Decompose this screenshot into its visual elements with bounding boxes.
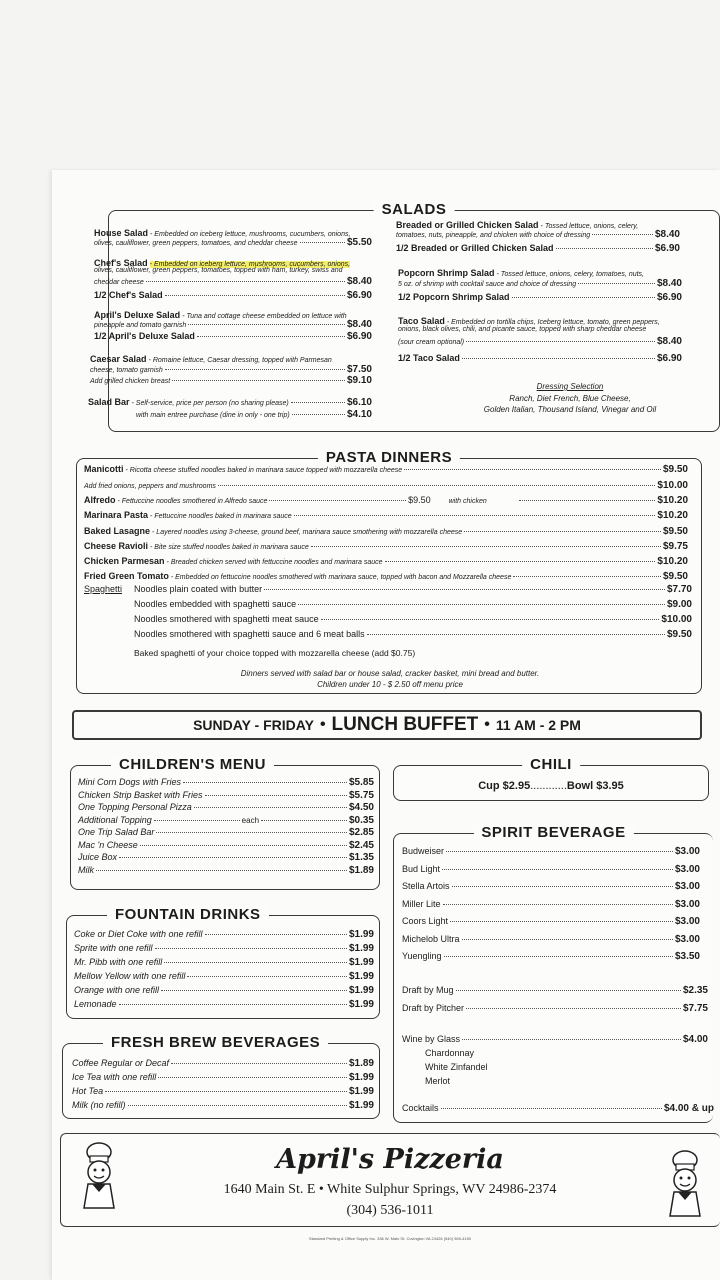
- leader-dots: [171, 1063, 347, 1064]
- leader-dots: [155, 948, 347, 949]
- menu-item-name: Additional Topping: [78, 814, 152, 825]
- menu-item-name: 1/2 Taco Salad: [398, 353, 460, 363]
- menu-item-price: $9.00: [666, 599, 692, 610]
- menu-item-desc: - Tossed lettuce, onions, celery, tomatoes, nuts,: [496, 271, 644, 278]
- menu-item-name: Ice Tea with one refill: [72, 1072, 157, 1082]
- each-label: each: [241, 815, 260, 825]
- menu-item-row: [402, 1034, 708, 1045]
- menu-item-row: [396, 229, 680, 240]
- menu-item-row: [72, 1086, 374, 1097]
- menu-item-desc: olives, cauliflower, green peppers, tomatoes, and cheddar cheese: [94, 240, 298, 247]
- spirit-title: SPIRIT BEVERAGE: [473, 824, 633, 841]
- menu-item-row: [94, 331, 372, 342]
- menu-item-name: Fried Green Tomato: [84, 571, 169, 581]
- leader-dots: [513, 576, 661, 577]
- menu-item-desc: - Fettuccine noodles baked in marinara sauce: [150, 513, 292, 520]
- menu-item-row: [94, 276, 372, 287]
- menu-item-price: $9.50: [666, 629, 692, 640]
- menu-item-name: House Salad: [94, 228, 149, 238]
- leader-dots: [269, 500, 406, 501]
- menu-item-name: Mellow Yellow with one refill: [74, 971, 186, 981]
- menu-item-row: [78, 802, 374, 813]
- menu-item-row: [134, 629, 692, 640]
- menu-item-price: $1.99: [348, 943, 374, 954]
- leader-dots: [128, 1105, 347, 1106]
- menu-item-row: [84, 556, 688, 567]
- menu-item-price: $1.89: [348, 1058, 374, 1069]
- menu-item-price: $3.00: [674, 916, 700, 927]
- menu-item-price: $1.35: [348, 852, 374, 863]
- buffet-bullet-2: •: [484, 716, 490, 733]
- menu-item-row: [134, 599, 692, 610]
- menu-item-name: Mini Corn Dogs with Fries: [78, 777, 182, 787]
- menu-item-row: [72, 1058, 374, 1069]
- menu-item-name: Breaded or Grilled Chicken Salad: [396, 220, 539, 230]
- menu-item-name: Caesar Salad: [90, 354, 147, 364]
- menu-item-name: Noodles smothered with spaghetti meat sauce: [134, 614, 319, 624]
- menu-item-name: Lemonade: [74, 999, 117, 1009]
- menu-item-row: [78, 852, 374, 863]
- menu-item-row: [74, 943, 374, 954]
- menu-item-name: Wine by Glass: [402, 1034, 461, 1044]
- menu-item-name: Noodles plain coated with butter: [134, 584, 263, 594]
- leader-dots: [311, 546, 661, 547]
- menu-item-name: with main entree purchase (dine in only - one trip): [136, 412, 290, 419]
- menu-item-name: Mac 'n Cheese: [78, 839, 138, 850]
- menu-item-price: $6.90: [346, 290, 372, 301]
- menu-item-row: [74, 957, 374, 968]
- menu-item-name: Draft by Mug: [402, 985, 454, 995]
- menu-item-price: $4.00 & up: [663, 1103, 714, 1114]
- menu-item-row: [398, 278, 682, 289]
- menu-item-row: [84, 464, 688, 475]
- menu-item-name: Manicotti: [84, 464, 124, 474]
- menu-item-price: $8.40: [654, 229, 680, 240]
- menu-item-price: $5.85: [348, 777, 374, 788]
- menu-item-row: [396, 243, 680, 254]
- printer-credit: Standard Printing & Office Supply Inc. 336 W. Main St. Covington VA 24426 (540) 965-4150: [308, 1236, 472, 1241]
- menu-item-name: Noodles smothered with spaghetti sauce and 6 meat balls: [134, 629, 365, 639]
- leader-dots: [119, 1004, 347, 1005]
- leader-dots: [205, 795, 347, 796]
- leader-dots: [592, 234, 653, 235]
- menu-item-name: Coors Light: [402, 916, 449, 926]
- menu-item-name: 1/2 Popcorn Shrimp Salad: [398, 292, 510, 302]
- leader-dots: [464, 531, 661, 532]
- menu-item-price: $6.90: [656, 292, 682, 303]
- wine-variety: White Zinfandel: [425, 1062, 488, 1072]
- buffet-hours: 11 AM - 2 PM: [495, 717, 581, 733]
- menu-item-price: $7.70: [666, 584, 692, 595]
- leader-dots: [261, 820, 347, 821]
- menu-item-name: Salad Bar: [88, 397, 130, 407]
- fresh-brew-title: FRESH BREW BEVERAGES: [103, 1034, 328, 1051]
- leader-dots: [194, 807, 347, 808]
- menu-item-name: 1/2 Chef's Salad: [94, 290, 163, 300]
- menu-item-row: [402, 916, 700, 927]
- leader-dots: [291, 402, 345, 403]
- menu-item-name: Baked Lasagne: [84, 526, 151, 536]
- menu-item-name: Chicken Strip Basket with Fries: [78, 789, 203, 800]
- menu-item-desc: tomatoes, nuts, pineapple, and chicken with choice of dressing: [396, 232, 591, 239]
- menu-item-desc: - Bite size stuffed noodles baked in marinara sauce: [150, 544, 309, 551]
- leader-dots: [466, 341, 655, 342]
- buffet-label: LUNCH BUFFET: [331, 714, 479, 735]
- leader-dots: [294, 515, 656, 516]
- leader-dots: [298, 604, 665, 605]
- menu-item-row: [84, 480, 688, 491]
- menu-item-price: $10.20: [657, 495, 689, 506]
- menu-item-price: $2.45: [348, 839, 374, 851]
- menu-item-desc: - Self-service, price per person (no sharing please): [131, 400, 289, 407]
- menu-item-desc: - Fettuccine noodles smothered in Alfredo sauce: [117, 498, 268, 505]
- leader-dots: [300, 242, 345, 243]
- menu-item-price: $1.99: [348, 999, 374, 1010]
- leader-dots: [205, 934, 347, 935]
- menu-item-name: One Topping Personal Pizza: [78, 802, 192, 812]
- leader-dots: [456, 990, 681, 991]
- leader-dots: [443, 904, 673, 905]
- menu-item-name: Cocktails: [402, 1103, 439, 1113]
- leader-dots: [556, 248, 653, 249]
- leader-dots: [165, 369, 345, 370]
- menu-item-name: Orange with one refill: [74, 985, 160, 995]
- menu-item-row: [402, 881, 700, 892]
- menu-item-row: [398, 268, 644, 278]
- menu-item-name: 1/2 April's Deluxe Salad: [94, 331, 195, 341]
- menu-item-desc: cheddar cheese: [94, 279, 144, 286]
- leader-dots: [161, 990, 347, 991]
- leader-dots: [154, 820, 240, 821]
- menu-item-row: [402, 846, 700, 857]
- menu-item-desc: cheese, tomato garnish: [90, 367, 163, 374]
- menu-item-price: $9.50: [662, 526, 688, 537]
- childrens-menu-title: CHILDREN'S MENU: [111, 756, 274, 773]
- dressing-line-1: Ranch, Diet French, Blue Cheese,: [509, 394, 631, 403]
- menu-item-price: $9.75: [662, 541, 688, 552]
- menu-item-row: [136, 409, 372, 420]
- menu-item-desc: - Breaded chicken served with fettuccine noodles and marinara sauce: [166, 559, 383, 566]
- menu-item-row: [398, 353, 682, 364]
- leader-dots: [512, 297, 655, 298]
- menu-item-row: [402, 934, 700, 945]
- menu-item-name: Mr. Pibb with one refill: [74, 957, 163, 967]
- menu-item-name: Popcorn Shrimp Salad: [398, 268, 495, 278]
- buffet-bullet-1: •: [319, 716, 326, 733]
- leader-dots: [158, 1077, 347, 1078]
- menu-item-name: Coffee Regular or Decaf: [72, 1058, 170, 1068]
- lunch-buffet-banner: [72, 710, 702, 740]
- menu-item-row: [88, 397, 372, 408]
- menu-item-name: Cheese Ravioli: [84, 541, 149, 551]
- menu-item-desc: - Tuna and cottage cheese embedded on lettuce with: [182, 313, 347, 320]
- chili-prices: Cup $2.95............Bowl $3.95: [478, 780, 624, 792]
- menu-item-name: Add grilled chicken breast: [90, 378, 171, 385]
- menu-item-price: $10.20: [657, 556, 688, 567]
- menu-item-name: Draft by Pitcher: [402, 1003, 465, 1013]
- menu-item-row: [78, 827, 374, 838]
- leader-dots: [442, 869, 673, 870]
- leader-dots: [444, 956, 673, 957]
- menu-item-row: [72, 1072, 374, 1083]
- leader-dots: [188, 324, 345, 325]
- chili-cup: Cup $2.95: [478, 780, 531, 792]
- leader-dots: [172, 380, 345, 381]
- menu-item-row: [402, 899, 700, 910]
- leader-dots: [462, 939, 673, 940]
- menu-item-desc: - Ricotta cheese stuffed noodles baked in marinara sauce topped with mozzarella cheese: [125, 467, 403, 474]
- chili-title: CHILI: [522, 756, 580, 773]
- menu-item-price: $9.50: [662, 464, 688, 475]
- menu-item-price: $2.35: [682, 985, 708, 996]
- menu-item-price: $3.00: [674, 846, 700, 857]
- leader-dots: [96, 870, 347, 871]
- menu-item-row: [78, 790, 374, 801]
- menu-item-name: Hot Tea: [72, 1086, 104, 1096]
- menu-item-name: Miller Lite: [402, 898, 441, 909]
- menu-item-row: [74, 999, 374, 1010]
- menu-item-row: [78, 865, 374, 876]
- spaghetti-label: Spaghetti: [84, 584, 123, 594]
- leader-dots: [156, 832, 347, 833]
- menu-item-name: Juice Box: [78, 852, 118, 862]
- buffet-days: SUNDAY - FRIDAY: [193, 717, 314, 733]
- menu-item-price: $1.99: [348, 985, 374, 996]
- menu-item-row: [94, 319, 372, 330]
- menu-item-price: $1.99: [348, 1086, 374, 1097]
- menu-item-row: [134, 614, 692, 625]
- menu-item-price: $10.00: [661, 614, 692, 625]
- menu-item-row: [398, 336, 682, 347]
- menu-item-price: $7.50: [346, 364, 372, 375]
- menu-item-price: $9.10: [346, 375, 372, 386]
- menu-item-price: $1.99: [348, 1100, 374, 1111]
- leader-dots: [462, 358, 655, 359]
- menu-item-row: [84, 541, 688, 552]
- menu-item-alt-price: $9.50: [408, 495, 431, 505]
- leader-dots: [450, 921, 673, 922]
- menu-item-price: $5.50: [346, 237, 372, 248]
- menu-item-name: Coke or Diet Coke with one refill: [74, 929, 203, 939]
- menu-item-price: $0.35: [348, 814, 374, 826]
- menu-item-price: $6.90: [654, 243, 680, 254]
- menu-item-name: Chicken Parmesan: [84, 556, 165, 566]
- menu-item-name: One Trip Salad Bar: [78, 827, 155, 837]
- menu-item-price: $1.89: [348, 864, 374, 876]
- pasta-footer-2: Children under 10 - $ 2.50 off menu price: [317, 680, 463, 689]
- menu-item-row: [402, 951, 700, 962]
- menu-item-price: $8.40: [656, 336, 682, 347]
- pizzeria-address: 1640 Main St. E • White Sulphur Springs, WV 24986-2374: [223, 1182, 557, 1197]
- menu-item-row: [78, 777, 374, 788]
- leader-dots: [264, 589, 665, 590]
- leader-dots: [321, 619, 660, 620]
- menu-item-price: $10.20: [657, 510, 688, 521]
- wine-variety: Chardonnay: [425, 1048, 475, 1058]
- menu-item-name: Sprite with one refill: [74, 943, 153, 953]
- menu-item-row: [84, 510, 688, 521]
- menu-item-name: Michelob Ultra: [402, 933, 460, 944]
- menu-item-price: $4.50: [348, 802, 374, 813]
- dressing-title: Dressing Selection: [536, 382, 604, 391]
- dressing-line-2: Golden Italian, Thousand Island, Vinegar and Oil: [483, 405, 657, 414]
- menu-item-row: [78, 815, 374, 826]
- menu-item-desc-line: olives, cauliflower, green peppers, tomatoes, topped with ham, turkey, swiss and: [94, 267, 343, 274]
- menu-item-row: [78, 840, 374, 851]
- leader-dots: [578, 283, 655, 284]
- baked-spaghetti-note: Baked spaghetti of your choice topped with mozzarella cheese (add $0.75): [134, 648, 416, 658]
- chili-bowl: Bowl $3.95: [566, 780, 624, 792]
- pasta-title: PASTA DINNERS: [318, 449, 460, 466]
- menu-item-desc-line: onions, black olives, chili, and picante sauce, topped with sharp cheddar cheese: [398, 326, 647, 333]
- menu-item-name: Bud Light: [402, 863, 441, 874]
- menu-item-name: Taco Salad: [398, 316, 445, 326]
- leader-dots: [452, 886, 673, 887]
- leader-dots: [119, 857, 347, 858]
- leader-dots: [519, 500, 656, 501]
- leader-dots: [385, 561, 656, 562]
- menu-item-row: [74, 971, 374, 982]
- menu-item-row: [90, 364, 372, 375]
- menu-item-row: [84, 526, 688, 537]
- menu-item-price: $5.75: [348, 789, 374, 801]
- menu-item-desc: 5 oz. of shrimp with cocktail sauce and choice of dressing: [398, 281, 577, 288]
- menu-item-row: [402, 1103, 714, 1114]
- chef-mascot-right-icon: [662, 1148, 708, 1224]
- menu-item-name: Budweiser: [402, 846, 445, 856]
- menu-item-alt-label: with chicken: [448, 498, 487, 505]
- menu-item-price: $3.00: [674, 933, 700, 945]
- menu-item-name: Milk: [78, 864, 94, 875]
- fountain-title: FOUNTAIN DRINKS: [107, 906, 269, 923]
- menu-item-desc: (sour cream optional): [398, 339, 465, 346]
- leader-dots: [466, 1008, 681, 1009]
- menu-item-row: [94, 237, 372, 248]
- leader-dots: [292, 414, 345, 415]
- menu-item-desc: - Romaine lettuce, Caesar dressing, topped with Parmesan: [148, 357, 332, 364]
- menu-item-row: [74, 929, 374, 940]
- menu-item-name: 1/2 Breaded or Grilled Chicken Salad: [396, 243, 554, 253]
- chili-section: [393, 756, 709, 801]
- menu-item-name: Marinara Pasta: [84, 510, 149, 520]
- leader-dots: [164, 962, 347, 963]
- leader-dots: [404, 469, 661, 470]
- menu-item-price: $6.90: [656, 353, 682, 364]
- menu-item-row: [72, 1100, 374, 1111]
- menu-item-price: $3.50: [674, 951, 700, 962]
- leader-dots: [187, 976, 347, 977]
- menu-item-row: [90, 354, 332, 364]
- menu-item-name: Yuengling: [402, 951, 442, 961]
- menu-item-desc: - Embedded on iceberg lettuce, mushrooms, cucumbers, onions,: [150, 231, 351, 238]
- leader-dots: [367, 634, 665, 635]
- menu-item-name: Milk (no refill): [72, 1100, 126, 1110]
- leader-dots: [146, 281, 345, 282]
- menu-item-price: $10.00: [657, 480, 688, 491]
- menu-item-row: [402, 1003, 708, 1014]
- menu-item-name: April's Deluxe Salad: [94, 310, 181, 320]
- menu-item-price: $8.40: [346, 276, 372, 287]
- menu-item-desc: - Layered noodles using 3-cheese, ground beef, marinara sauce smothering with mozzarella cheese: [152, 529, 463, 536]
- menu-item-name: Noodles embedded with spaghetti sauce: [134, 599, 297, 609]
- menu-item-desc: - Embedded on fettuccine noodles smothered with marinara sauce, topped with bacon and Mozzarella cheese: [170, 574, 512, 581]
- menu-item-name: Chef's Salad: [94, 258, 148, 268]
- pizzeria-phone: (304) 536-1011: [346, 1203, 434, 1218]
- leader-dots: [165, 295, 345, 296]
- menu-item-price: $8.40: [346, 319, 372, 330]
- menu-item-row: [74, 985, 374, 996]
- leader-dots: [140, 845, 347, 846]
- salads-title: SALADS: [374, 201, 455, 218]
- menu-item-name: Add fried onions, peppers and mushrooms: [84, 483, 216, 490]
- menu-item-price: $4.10: [346, 409, 372, 420]
- menu-item-row: [84, 495, 688, 506]
- menu-item-price: $1.99: [348, 929, 374, 940]
- menu-item-desc: pineapple and tomato garnish: [94, 322, 187, 329]
- menu-item-price: $4.00: [682, 1034, 708, 1045]
- menu-item-price: $6.90: [346, 331, 372, 342]
- menu-item-row: [402, 985, 708, 996]
- menu-item-row: [398, 316, 660, 326]
- menu-item-price: $2.85: [348, 827, 374, 838]
- menu-item-name: Alfredo: [84, 495, 116, 505]
- leader-dots: [197, 336, 345, 337]
- chef-mascot-left-icon: [76, 1140, 122, 1216]
- leader-dots: [462, 1039, 681, 1040]
- menu-item-price: $9.50: [662, 571, 688, 582]
- menu-item-row: [398, 292, 682, 303]
- menu-item-name: Stella Artois: [402, 881, 450, 891]
- menu-item-row: [90, 375, 372, 386]
- menu-item-price: $7.75: [682, 1003, 708, 1014]
- wine-variety: Merlot: [425, 1076, 451, 1086]
- leader-dots: [105, 1091, 347, 1092]
- menu-item-desc: - Embedded on tortilla chips, Iceberg lettuce, tomato, green peppers,: [446, 319, 660, 326]
- pizzeria-name: April's Pizzeria: [276, 1144, 504, 1175]
- menu-item-price: $1.99: [348, 957, 374, 968]
- leader-dots: [441, 1108, 662, 1109]
- leader-dots: [446, 851, 673, 852]
- menu-item-desc: - Embedded on iceberg lettuce, mushrooms, cucumbers, onions,: [149, 261, 351, 268]
- menu-item-row: [134, 584, 692, 595]
- menu-item-price: $1.99: [348, 971, 374, 982]
- leader-dots: [218, 485, 655, 486]
- pasta-footer-1: Dinners served with salad bar or house salad, cracker basket, mini bread and butter.: [240, 669, 540, 678]
- menu-item-row: [402, 864, 700, 875]
- menu-item-price: $3.00: [674, 881, 700, 892]
- menu-item-price: $8.40: [656, 278, 682, 289]
- menu-item-row: [94, 290, 372, 301]
- menu-item-price: $3.00: [674, 898, 700, 910]
- leader-dots: [183, 782, 347, 783]
- menu-item-row: [84, 571, 688, 582]
- menu-item-price: $1.99: [348, 1072, 374, 1083]
- menu-item-desc: - Tossed lettuce, onions, celery,: [540, 223, 639, 230]
- menu-item-price: $3.00: [674, 863, 700, 875]
- menu-item-price: $6.10: [346, 397, 372, 408]
